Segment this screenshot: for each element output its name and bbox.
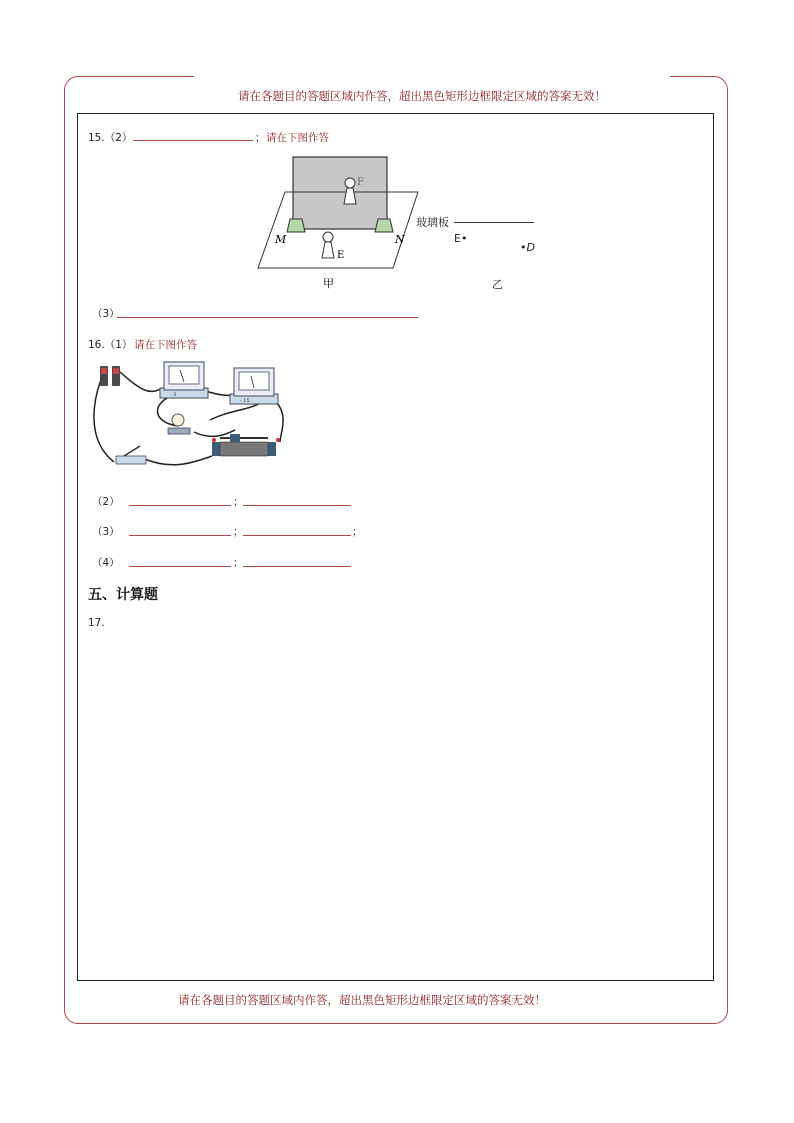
q15-draw-prompt: 请在下图作答 — [266, 132, 329, 144]
q16-part4-label: （4） — [92, 557, 120, 569]
q16-part3-sep: ； — [233, 526, 244, 538]
q15-part3-answer-line[interactable] — [117, 317, 418, 318]
q16-part1-label: 16.（1） — [88, 339, 133, 351]
q16-part2-answer-b[interactable] — [243, 505, 351, 506]
frame-gap — [194, 70, 670, 82]
header-notice: 请在各题目的答题区域内作答，超出黑色矩形边框限定区域的答案无效！ — [238, 89, 606, 103]
meter-1 — [160, 362, 208, 398]
switch — [116, 446, 146, 464]
support-left — [287, 219, 305, 232]
candle-e-body — [322, 242, 334, 258]
figure-jia[interactable] — [250, 152, 430, 292]
q16-part4-sep: ； — [233, 557, 244, 569]
rheostat — [212, 434, 280, 456]
q17-answer-area[interactable] — [80, 632, 710, 977]
label-e: E — [337, 250, 345, 261]
glass-line — [454, 222, 534, 223]
q15-separator: ； — [255, 132, 266, 144]
q16-part4-answer-a[interactable] — [129, 566, 231, 567]
q16-part3-answer-b[interactable] — [243, 535, 351, 536]
footer-notice: 请在各题目的答题区域内作答，超出黑色矩形边框限定区域的答案无效！ — [178, 993, 546, 1007]
support-right — [375, 219, 393, 232]
meter-2 — [230, 368, 278, 404]
q16-part3-answer-a[interactable] — [129, 535, 231, 536]
label-f: F — [357, 177, 364, 188]
section-title: 五、计算题 — [88, 587, 158, 603]
caption-jia: 甲 — [323, 277, 334, 290]
q16-part4-answer-b[interactable] — [243, 566, 351, 567]
battery-1-cap — [101, 368, 107, 374]
glass-label: 玻璃板 — [416, 216, 449, 229]
q16-draw-prompt: 请在下图作答 — [134, 339, 197, 351]
q15-part3-label: （3） — [92, 308, 120, 320]
q16-part3-sep-end: ； — [352, 526, 363, 538]
q16-part2-answer-a[interactable] — [129, 505, 231, 506]
candle-f-head — [345, 178, 355, 188]
glass-plate — [293, 157, 387, 229]
q16-part2-sep: ； — [233, 496, 244, 508]
meter-2-terminals: - 15 — [240, 398, 250, 404]
caption-yi: 乙 — [492, 278, 503, 291]
circuit-figure[interactable] — [90, 360, 310, 478]
point-d: •D — [520, 241, 535, 254]
candle-e-head — [323, 232, 333, 242]
q16-part3-label: （3） — [92, 526, 120, 538]
label-m: M — [275, 233, 287, 246]
q16-part2-label: （2） — [92, 496, 120, 508]
q15-part2-label: 15.（2） — [88, 132, 133, 144]
q17-label: 17. — [88, 617, 105, 629]
battery-2-cap — [113, 368, 119, 374]
point-e: E• — [454, 232, 468, 245]
label-n: N — [395, 233, 405, 246]
meter-1-terminals: - 3 — [170, 392, 177, 398]
q15-part2-answer-line[interactable] — [133, 140, 253, 141]
